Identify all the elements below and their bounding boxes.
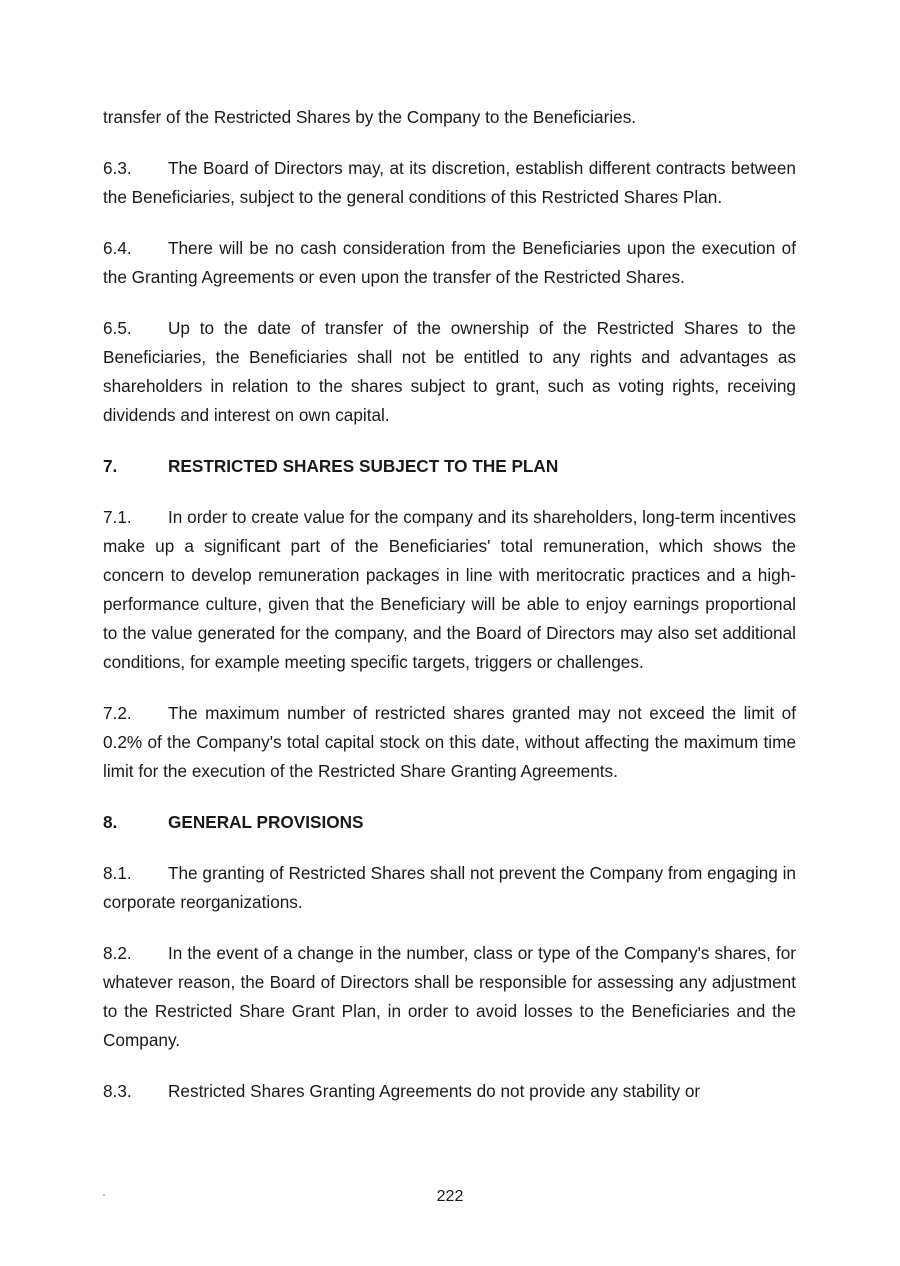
paragraph-8-3 (103, 1077, 796, 1106)
section-title: GENERAL PROVISIONS (168, 812, 364, 832)
paragraph-8-2 (103, 939, 796, 1055)
section-title: RESTRICTED SHARES SUBJECT TO THE PLAN (168, 456, 559, 476)
section-number: 7. (103, 456, 118, 476)
paragraph-text: Restricted Shares Granting Agreements do not provide any stability or (168, 1081, 701, 1101)
paragraph-text: Up to the date of transfer of the ownership of the Restricted Shares to the Beneficiaries, the Beneficiaries shall not be entitled to any rights and advantages as shareholders in relation to the shares subject to grant, such as voting rights, receiving dividends and interest on own capital. (103, 318, 796, 425)
paragraph-text: transfer of the Restricted Shares by the Company to the Beneficiaries. (103, 107, 637, 127)
paragraph-number: 6.3. (103, 158, 132, 178)
paragraph-6-4 (103, 234, 796, 292)
paragraph-8-1 (103, 859, 796, 917)
paragraph-number: 7.1. (103, 507, 132, 527)
paragraph-7-1 (103, 503, 796, 677)
paragraph-text: The Board of Directors may, at its discretion, establish different contracts between the Beneficiaries, subject to the general conditions of this Restricted Shares Plan. (103, 158, 796, 207)
paragraph-text: The granting of Restricted Shares shall not prevent the Company from engaging in corporate reorganizations. (103, 863, 796, 912)
paragraph-6-5 (103, 314, 796, 430)
paragraph-text: In the event of a change in the number, class or type of the Company's shares, for whatever reason, the Board of Directors shall be responsible for assessing any adjustment to the Restricted Share Grant Plan, in order to avoid losses to the Beneficiaries and the Company. (103, 943, 796, 1050)
paragraph-number: 8.3. (103, 1081, 132, 1101)
paragraph-text: The maximum number of restricted shares granted may not exceed the limit of 0.2% of the Company's total capital stock on this date, without affecting the maximum time limit for the execution of the Restricted Share Granting Agreements. (103, 703, 796, 781)
section-heading-8 (103, 808, 796, 837)
paragraph-6-2-continuation (103, 103, 796, 132)
document-body (103, 103, 796, 1128)
paragraph-text: There will be no cash consideration from the Beneficiaries upon the execution of the Granting Agreements or even upon the transfer of the Restricted Shares. (103, 238, 796, 287)
page-number: 222 (436, 1188, 464, 1205)
paragraph-6-3 (103, 154, 796, 212)
paragraph-7-2 (103, 699, 796, 786)
section-number: 8. (103, 812, 118, 832)
section-heading-7 (103, 452, 796, 481)
paragraph-number: 6.4. (103, 238, 132, 258)
paragraph-number: 7.2. (103, 703, 132, 723)
paragraph-text: In order to create value for the company and its shareholders, long-term incentives make up a significant part of the Beneficiaries' total remuneration, which shows the concern to develop remuneration packages in line with meritocratic practices and a high-performance culture, given that the Beneficiary will be able to enjoy earnings proportional to the value generated for the company, and the Board of Directors may also set additional conditions, for example meeting specific targets, triggers or challenges. (103, 507, 796, 672)
paragraph-number: 6.5. (103, 318, 132, 338)
paragraph-number: 8.2. (103, 943, 132, 963)
paragraph-number: 8.1. (103, 863, 132, 883)
